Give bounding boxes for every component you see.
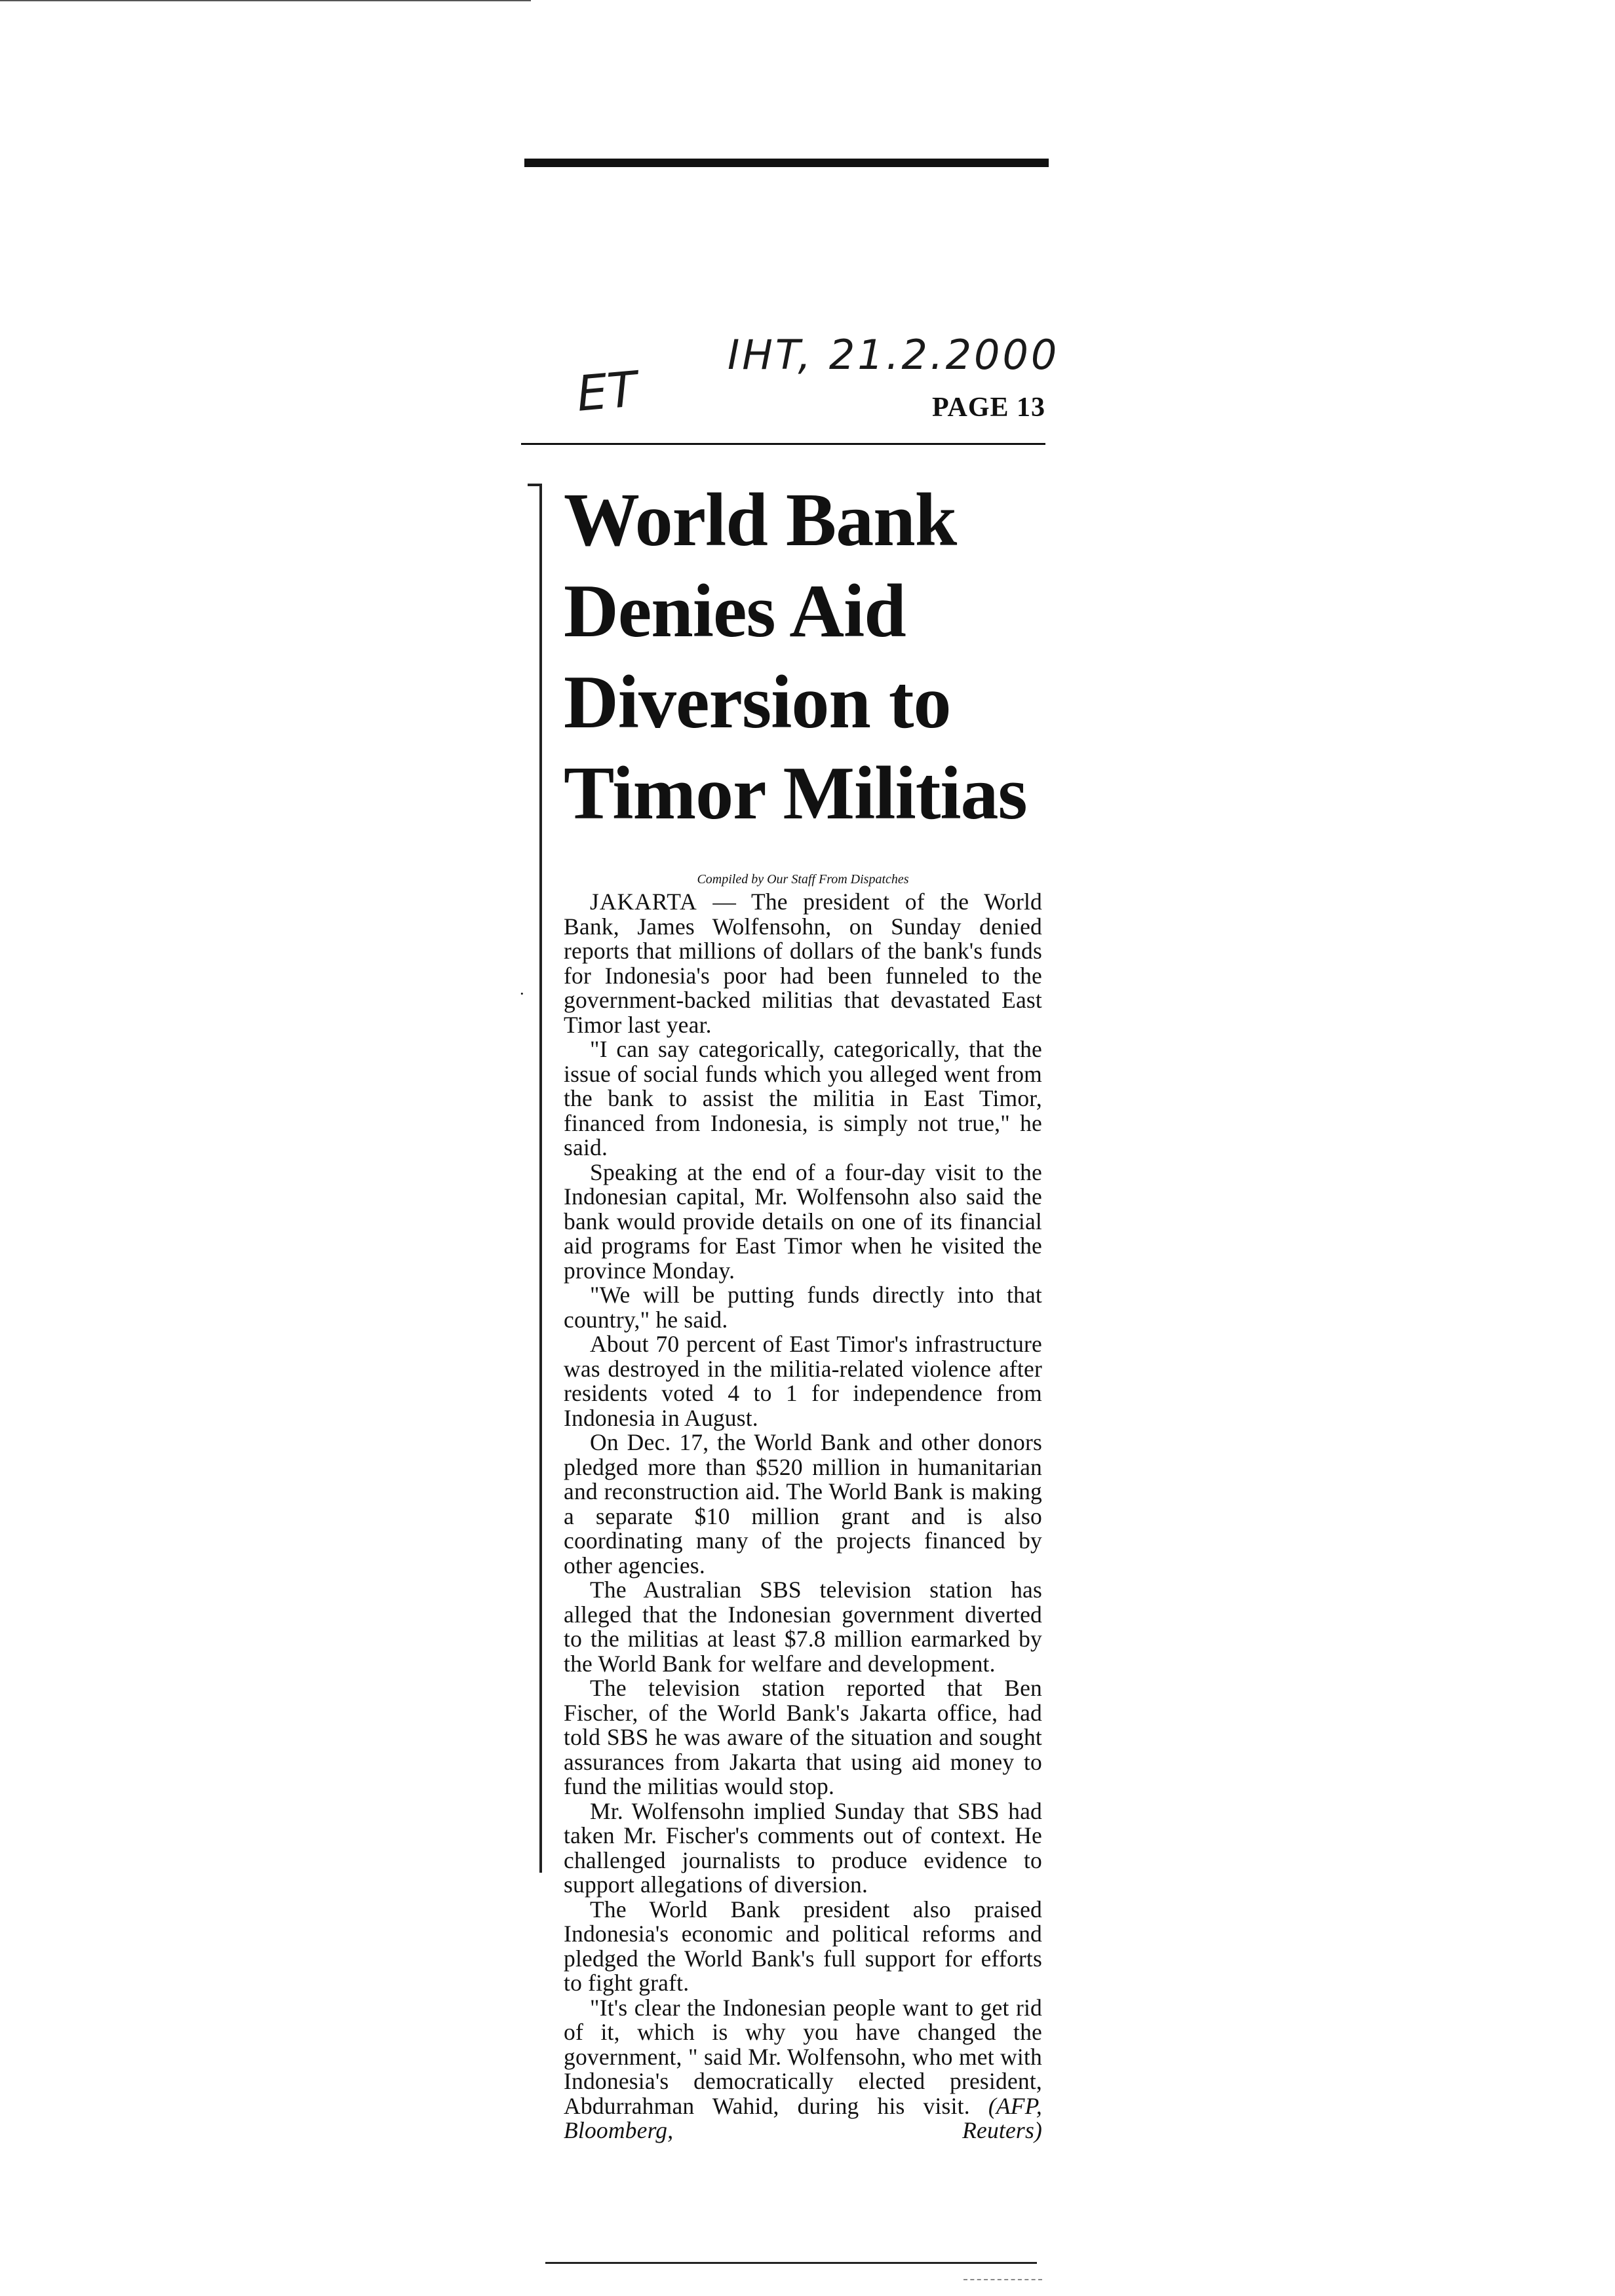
article-paragraph: "I can say categorically, categorically, that the issue of social funds which you alleged went from the bank to assist the militia in East Timor, financed from Indonesia, is simply not true," he said. <box>564 1036 1042 1160</box>
top-thick-rule <box>524 159 1049 167</box>
article-headline <box>564 475 1042 839</box>
scan-top-edge-line <box>0 0 531 1</box>
margin-dot: · <box>519 984 525 1003</box>
handwritten-initials: ET <box>574 361 640 423</box>
paragraph-text: "It's clear the Indonesian people want to get rid of it, which is why you have changed the government, " said Mr. Wolfensohn, who met with Indonesia's democratically elected president, Abdurrahman Wahid, during his visit. <box>564 1994 1042 2119</box>
article-paragraph: The World Bank president also praised Indonesia's economic and political reforms and pledged the World Bank's full support for efforts to fight graft. <box>564 1896 1042 1996</box>
article-byline: Compiled by Our Staff From Dispatches <box>697 872 909 887</box>
article-paragraph: The television station reported that Ben Fischer, of the World Bank's Jakarta office, had told SBS he was aware of the situation and sought assurances from Jakarta that using aid money to fund the militias would stop. <box>564 1675 1042 1799</box>
paragraph-text: The president of the World Bank, James Wolfensohn, on Sunday denied reports that millions of dollars of the bank's funds for Indonesia's poor had been funneled to the government-backed militias that devastated East Timor last year. <box>564 889 1042 1038</box>
article-paragraph: On Dec. 17, the World Bank and other donors pledged more than $520 million in humanitarian and reconstruction aid. The World Bank is making a separate $10 million grant and is also coordinating many of the projects financed by other agencies. <box>564 1429 1042 1578</box>
headline-line: Denies Aid <box>564 569 906 653</box>
article-paragraph: About 70 percent of East Timor's infrastructure was destroyed in the militia-related violence after residents voted 4 to 1 for independence from Indonesia in August. <box>564 1331 1042 1431</box>
bottom-faint-rule <box>963 2279 1042 2280</box>
article-paragraph: Mr. Wolfensohn implied Sunday that SBS had taken Mr. Fischer's comments out of context. He challenged journalists to produce evidence to support allegations of diversion. <box>564 1797 1042 1898</box>
news-article <box>564 475 1042 2143</box>
headline-line: World Bank <box>564 478 957 562</box>
headline-line: Timor Militias <box>564 752 1027 835</box>
page-number-label: PAGE 13 <box>932 392 1046 423</box>
article-paragraph <box>564 1996 1042 2143</box>
handwritten-source-date: IHT, 21.2.2000 <box>728 331 1060 379</box>
article-paragraph: "We will be putting funds directly into that country," he said. <box>564 1282 1042 1333</box>
article-paragraph: The Australian SBS television station has alleged that the Indonesian government diverted to the militias at least $7.8 million earmarked by the World Bank for welfare and development. <box>564 1577 1042 1677</box>
article-body <box>564 890 1042 2143</box>
bottom-rule <box>545 2262 1037 2264</box>
headline-line: Diversion to <box>564 660 951 744</box>
article-paragraph: JAKARTA — The president of the World Bank, James Wolfensohn, on Sunday denied reports that millions of dollars of the bank's funds for Indonesia's poor had been funneled to the government-backed militias that devastated East Timor last year. <box>564 889 1042 1038</box>
article-paragraph: Speaking at the end of a four-day visit to the Indonesian capital, Mr. Wolfensohn also said the bank would provide details on one of its financial aid programs for East Timor when he visited the province Monday. <box>564 1158 1042 1284</box>
column-bracket <box>528 484 542 1873</box>
wire-credit: (AFP, Bloomberg, Reuters) <box>564 2092 1042 2143</box>
header-rule <box>521 443 1045 445</box>
dateline: JAKARTA <box>590 889 697 915</box>
